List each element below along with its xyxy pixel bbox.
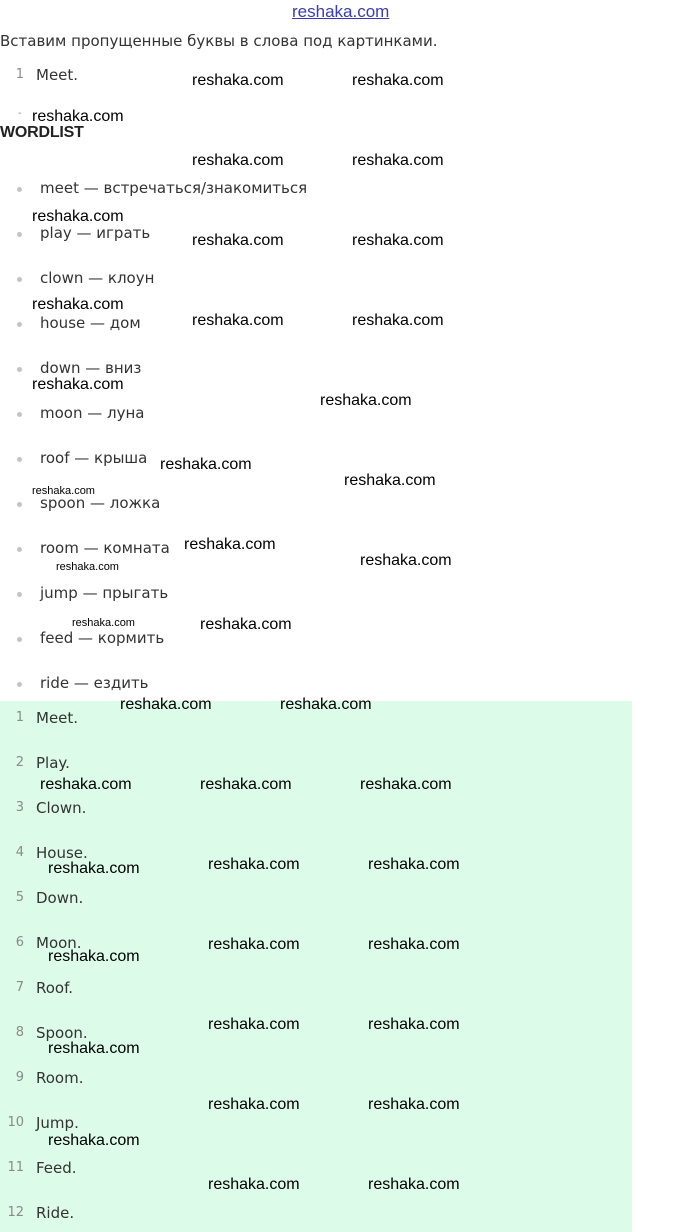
watermark: reshaka.com bbox=[208, 1176, 300, 1193]
wordlist-item: roof — крыша bbox=[40, 449, 148, 467]
watermark: reshaka.com bbox=[200, 616, 292, 633]
watermark: reshaka.com bbox=[344, 472, 436, 489]
answer-word: Ride. bbox=[36, 1204, 75, 1222]
bullet-icon bbox=[17, 277, 22, 282]
list-marker: - bbox=[18, 108, 22, 119]
wordlist-item: play — играть bbox=[40, 224, 151, 242]
wordlist-item: spoon — ложка bbox=[40, 494, 161, 512]
watermark: reshaka.com bbox=[32, 485, 95, 497]
wordlist-item: moon — луна bbox=[40, 404, 145, 422]
watermark: reshaka.com bbox=[120, 696, 212, 713]
bullet-icon bbox=[17, 457, 22, 462]
answer-number: 8 bbox=[15, 1025, 24, 1040]
bullet-icon bbox=[17, 232, 22, 237]
bullet-icon bbox=[17, 547, 22, 552]
watermark: reshaka.com bbox=[208, 856, 300, 873]
bullet-icon bbox=[17, 682, 22, 687]
watermark: reshaka.com bbox=[200, 776, 292, 793]
wordlist-item: down — вниз bbox=[40, 359, 142, 377]
bullet-icon bbox=[17, 502, 22, 507]
site-link[interactable]: reshaka.com bbox=[292, 2, 390, 21]
watermark: reshaka.com bbox=[360, 776, 452, 793]
watermark: reshaka.com bbox=[360, 552, 452, 569]
watermark: reshaka.com bbox=[352, 152, 444, 169]
watermark: reshaka.com bbox=[352, 72, 444, 89]
answer-number: 1 bbox=[15, 710, 24, 725]
answer-word: Down. bbox=[36, 889, 84, 907]
wordlist-item: ride — ездить bbox=[40, 674, 149, 692]
bullet-icon bbox=[17, 637, 22, 642]
wordlist-item: room — комната bbox=[40, 539, 170, 557]
watermark: reshaka.com bbox=[32, 108, 124, 125]
answer-word: Moon. bbox=[36, 934, 82, 952]
answer-word: Jump. bbox=[36, 1114, 79, 1132]
wordlist-item: meet — встречаться/знакомиться bbox=[40, 179, 308, 197]
bullet-icon bbox=[17, 592, 22, 597]
watermark: reshaka.com bbox=[352, 232, 444, 249]
wordlist-title: WORDLIST bbox=[0, 124, 84, 141]
answer-word: Meet. bbox=[36, 709, 79, 727]
answer-word: Clown. bbox=[36, 799, 87, 817]
watermark: reshaka.com bbox=[320, 392, 412, 409]
answer-word: Spoon. bbox=[36, 1024, 88, 1042]
watermark: reshaka.com bbox=[40, 776, 132, 793]
watermark: reshaka.com bbox=[48, 1040, 140, 1057]
watermark: reshaka.com bbox=[72, 617, 135, 629]
watermark: reshaka.com bbox=[48, 1132, 140, 1149]
watermark: reshaka.com bbox=[368, 1176, 460, 1193]
watermark: reshaka.com bbox=[192, 232, 284, 249]
watermark: reshaka.com bbox=[48, 948, 140, 965]
watermark: reshaka.com bbox=[184, 536, 276, 553]
answer-number: 12 bbox=[7, 1205, 24, 1220]
wordlist-item: house — дом bbox=[40, 314, 141, 332]
answer-number: 5 bbox=[15, 890, 24, 905]
answer-number: 9 bbox=[15, 1070, 24, 1085]
answer-number: 11 bbox=[7, 1160, 24, 1175]
watermark: reshaka.com bbox=[208, 936, 300, 953]
watermark: reshaka.com bbox=[192, 72, 284, 89]
watermark: reshaka.com bbox=[368, 936, 460, 953]
watermark: reshaka.com bbox=[32, 376, 124, 393]
answer-word: Room. bbox=[36, 1069, 84, 1087]
watermark: reshaka.com bbox=[368, 856, 460, 873]
answer-number: 10 bbox=[7, 1115, 24, 1130]
bullet-icon bbox=[17, 367, 22, 372]
answer-word: House. bbox=[36, 844, 88, 862]
answer-number: 4 bbox=[15, 845, 24, 860]
watermark: reshaka.com bbox=[192, 152, 284, 169]
watermark: reshaka.com bbox=[208, 1096, 300, 1113]
task-item-word: Meet. bbox=[36, 66, 79, 84]
watermark: reshaka.com bbox=[352, 312, 444, 329]
watermark: reshaka.com bbox=[368, 1016, 460, 1033]
task-item-number: 1 bbox=[15, 67, 24, 82]
watermark: reshaka.com bbox=[208, 1016, 300, 1033]
watermark: reshaka.com bbox=[48, 860, 140, 877]
answer-word: Roof. bbox=[36, 979, 74, 997]
watermark: reshaka.com bbox=[160, 456, 252, 473]
bullet-icon bbox=[17, 187, 22, 192]
answer-number: 3 bbox=[15, 800, 24, 815]
watermark: reshaka.com bbox=[368, 1096, 460, 1113]
answer-number: 7 bbox=[15, 980, 24, 995]
task-instruction: Вставим пропущенные буквы в слова под картинками. bbox=[0, 32, 438, 50]
wordlist-item: clown — клоун bbox=[40, 269, 155, 287]
answer-number: 6 bbox=[15, 935, 24, 950]
answer-word: Play. bbox=[36, 754, 70, 772]
watermark: reshaka.com bbox=[32, 296, 124, 313]
answer-number: 2 bbox=[15, 755, 24, 770]
bullet-icon bbox=[17, 412, 22, 417]
watermark: reshaka.com bbox=[56, 561, 119, 573]
bullet-icon bbox=[17, 322, 22, 327]
watermark: reshaka.com bbox=[32, 208, 124, 225]
answer-word: Feed. bbox=[36, 1159, 77, 1177]
watermark: reshaka.com bbox=[280, 696, 372, 713]
wordlist-item: feed — кормить bbox=[40, 629, 165, 647]
wordlist-item: jump — прыгать bbox=[40, 584, 169, 602]
watermark: reshaka.com bbox=[192, 312, 284, 329]
